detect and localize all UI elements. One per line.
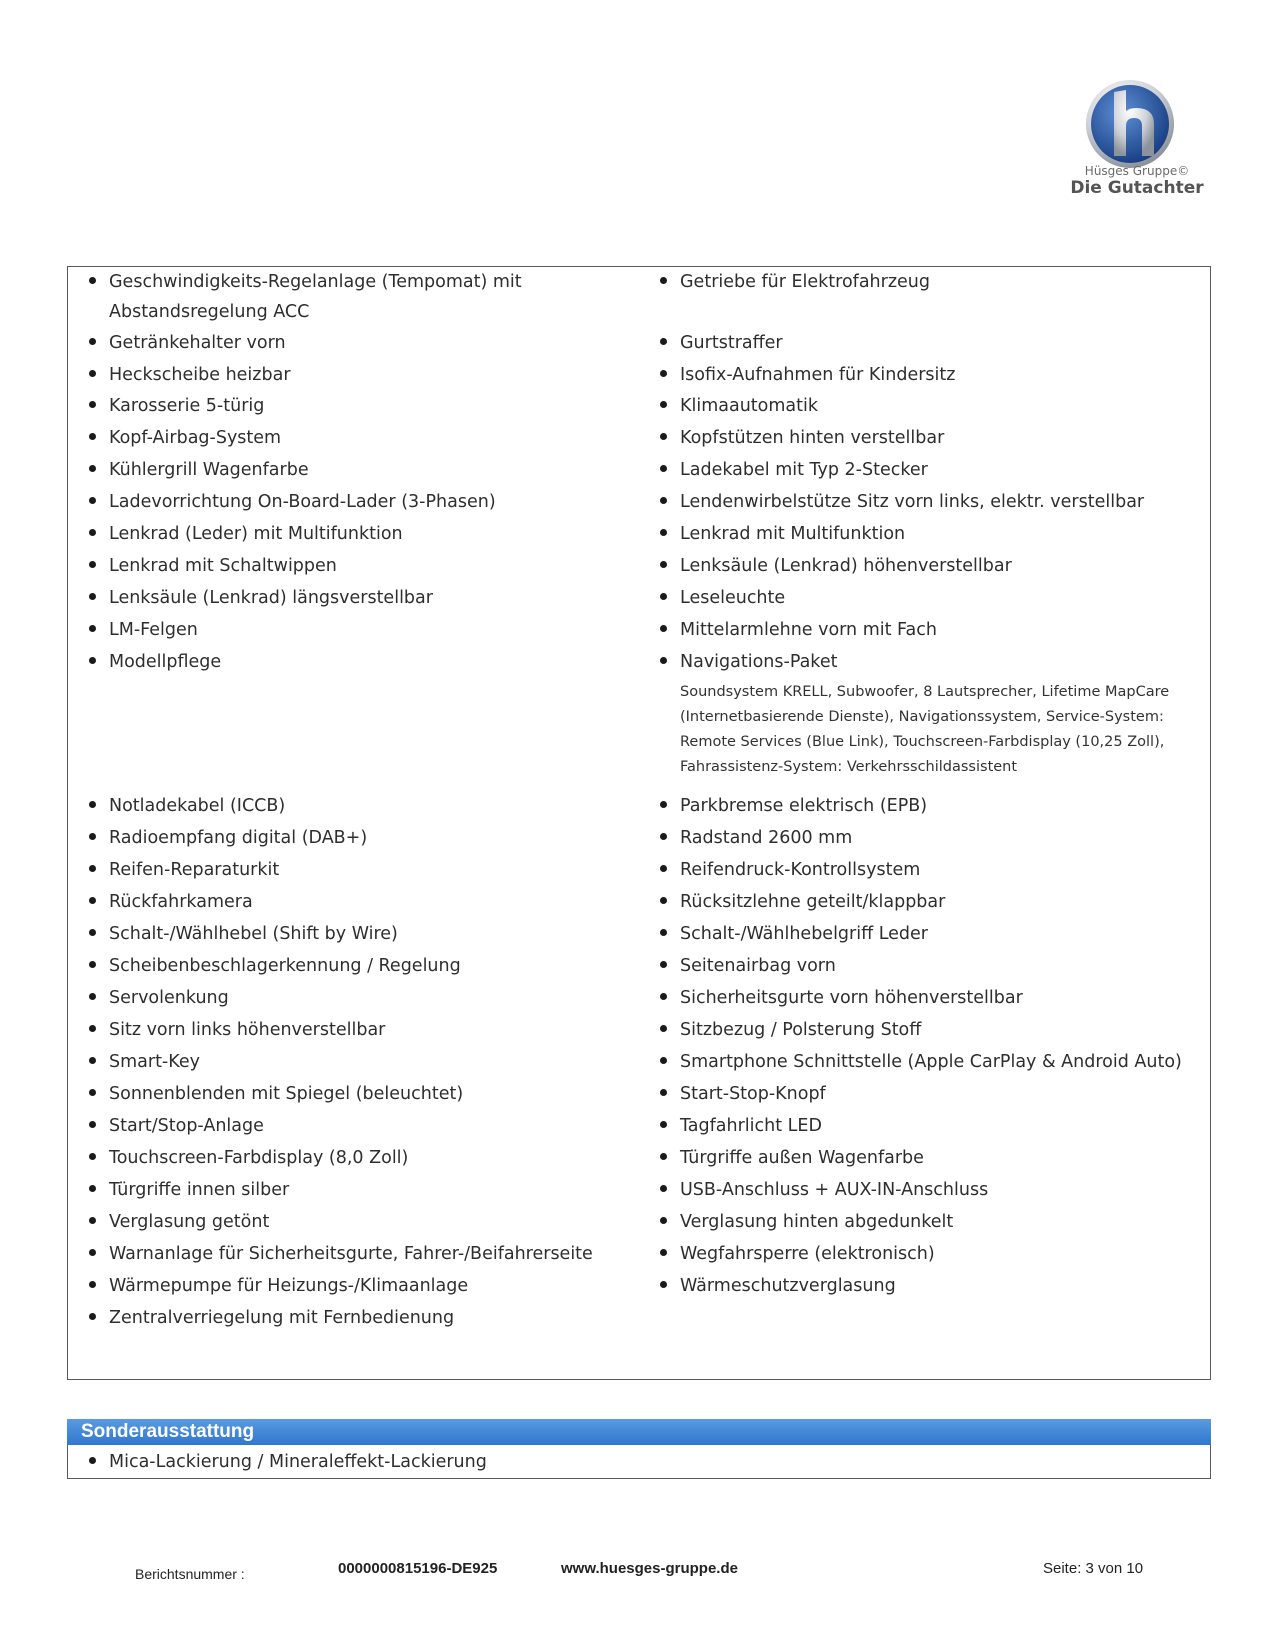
list-item: Sitz vorn links höhenverstellbar [86, 1015, 626, 1045]
list-item: Mittelarmlehne vorn mit Fach [657, 615, 1202, 645]
list-item: Kopfstützen hinten verstellbar [657, 423, 1202, 453]
list-item: Warnanlage für Sicherheitsgurte, Fahrer-/Beifahrerseite [86, 1239, 626, 1269]
list-item: USB-Anschluss + AUX-IN-Anschluss [657, 1175, 1202, 1205]
report-number: 0000000815196-DE925 [338, 1560, 498, 1577]
list-item: Kopf-Airbag-System [86, 423, 626, 453]
list-item: Sicherheitsgurte vorn höhenverstellbar [657, 983, 1202, 1013]
company-logo [1062, 78, 1212, 208]
list-item: Sonnenblenden mit Spiegel (beleuchtet) [86, 1079, 626, 1109]
list-item: Scheibenbeschlagerkennung / Regelung [86, 951, 626, 981]
list-item: Mica-Lackierung / Mineraleffekt-Lackierung [86, 1447, 686, 1477]
huesges-h-logo-icon [1084, 78, 1176, 170]
list-item: Getriebe für Elektrofahrzeug [657, 267, 1202, 297]
list-item-label: Navigations-Paket [680, 652, 838, 672]
list-item: Lenkrad (Leder) mit Multifunktion [86, 519, 626, 549]
list-item: Verglasung getönt [86, 1207, 626, 1237]
list-item: Klimaautomatik [657, 391, 1202, 421]
list-item: Start/Stop-Anlage [86, 1111, 626, 1141]
list-item: Touchscreen-Farbdisplay (8,0 Zoll) [86, 1143, 626, 1173]
list-item: LM-Felgen [86, 615, 626, 645]
list-item: Radstand 2600 mm [657, 823, 1202, 853]
list-item: Isofix-Aufnahmen für Kindersitz [657, 360, 1202, 390]
list-item: Türgriffe außen Wagenfarbe [657, 1143, 1202, 1173]
list-item: Türgriffe innen silber [86, 1175, 626, 1205]
list-item: Radioempfang digital (DAB+) [86, 823, 626, 853]
section-title: Sonderausstattung [81, 1421, 255, 1442]
navigation-package-detail: Soundsystem KRELL, Subwoofer, 8 Lautsprecher, Lifetime MapCare (Internetbasierende Dienste), Navigationssystem, Service-System: Remote Services (Blue Link), Touchscreen-Farbdisplay (10,25 Zoll), Fahrassistenz-System: Verkehrsschildassistent [680, 684, 1170, 775]
list-item: Getränkehalter vorn [86, 328, 626, 358]
list-item: Heckscheibe heizbar [86, 360, 626, 390]
list-item: Reifen-Reparaturkit [86, 855, 626, 885]
list-item: Ladekabel mit Typ 2-Stecker [657, 455, 1202, 485]
sonderausstattung-list [67, 1445, 1211, 1479]
website-link[interactable]: www.huesges-gruppe.de [561, 1560, 738, 1577]
brand-tagline: Die Gutachter [1070, 178, 1204, 198]
list-item: Modellpflege [86, 647, 626, 677]
report-number-label: Berichtsnummer : [135, 1566, 245, 1582]
list-item: Sitzbezug / Polsterung Stoff [657, 1015, 1202, 1045]
list-item: Start-Stop-Knopf [657, 1079, 1202, 1109]
list-item: Verglasung hinten abgedunkelt [657, 1207, 1202, 1237]
list-item: Lenkrad mit Multifunktion [657, 519, 1202, 549]
list-item: Rücksitzlehne geteilt/klappbar [657, 887, 1202, 917]
list-item-navigation-package [657, 647, 1202, 780]
list-item: Schalt-/Wählhebelgriff Leder [657, 919, 1202, 949]
list-item: Kühlergrill Wagenfarbe [86, 455, 626, 485]
list-item: Wärmeschutzverglasung [657, 1271, 1202, 1301]
list-item: Lendenwirbelstütze Sitz vorn links, elektr. verstellbar [657, 487, 1202, 517]
list-item: Lenksäule (Lenkrad) längsverstellbar [86, 583, 626, 613]
list-item: Tagfahrlicht LED [657, 1111, 1202, 1141]
equipment-table [67, 266, 1211, 1380]
list-item: Parkbremse elektrisch (EPB) [657, 791, 1202, 821]
list-item: Rückfahrkamera [86, 887, 626, 917]
list-item: Karosserie 5-türig [86, 391, 626, 421]
list-item: Smart-Key [86, 1047, 626, 1077]
list-item: Notladekabel (ICCB) [86, 791, 626, 821]
list-item: Lenkrad mit Schaltwippen [86, 551, 626, 581]
list-item: Wegfahrsperre (elektronisch) [657, 1239, 1202, 1269]
list-item: Seitenairbag vorn [657, 951, 1202, 981]
list-item: Reifendruck-Kontrollsystem [657, 855, 1202, 885]
list-item: Zentralverriegelung mit Fernbedienung [86, 1303, 626, 1333]
list-item: Wärmepumpe für Heizungs-/Klimaanlage [86, 1271, 626, 1301]
list-item: Geschwindigkeits-Regelanlage (Tempomat) mit Abstandsregelung ACC [86, 267, 626, 327]
list-item: Schalt-/Wählhebel (Shift by Wire) [86, 919, 626, 949]
section-header-sonderausstattung [67, 1419, 1211, 1445]
page-number: Seite: 3 von 10 [1043, 1560, 1144, 1577]
list-item: Gurtstraffer [657, 328, 1202, 358]
list-item: Ladevorrichtung On-Board-Lader (3-Phasen) [86, 487, 626, 517]
brand-group-name: Hüsges Gruppe© [1084, 164, 1190, 178]
list-item: Smartphone Schnittstelle (Apple CarPlay & Android Auto) [657, 1047, 1202, 1077]
list-item: Servolenkung [86, 983, 626, 1013]
list-item: Leseleuchte [657, 583, 1202, 613]
list-item: Lenksäule (Lenkrad) höhenverstellbar [657, 551, 1202, 581]
